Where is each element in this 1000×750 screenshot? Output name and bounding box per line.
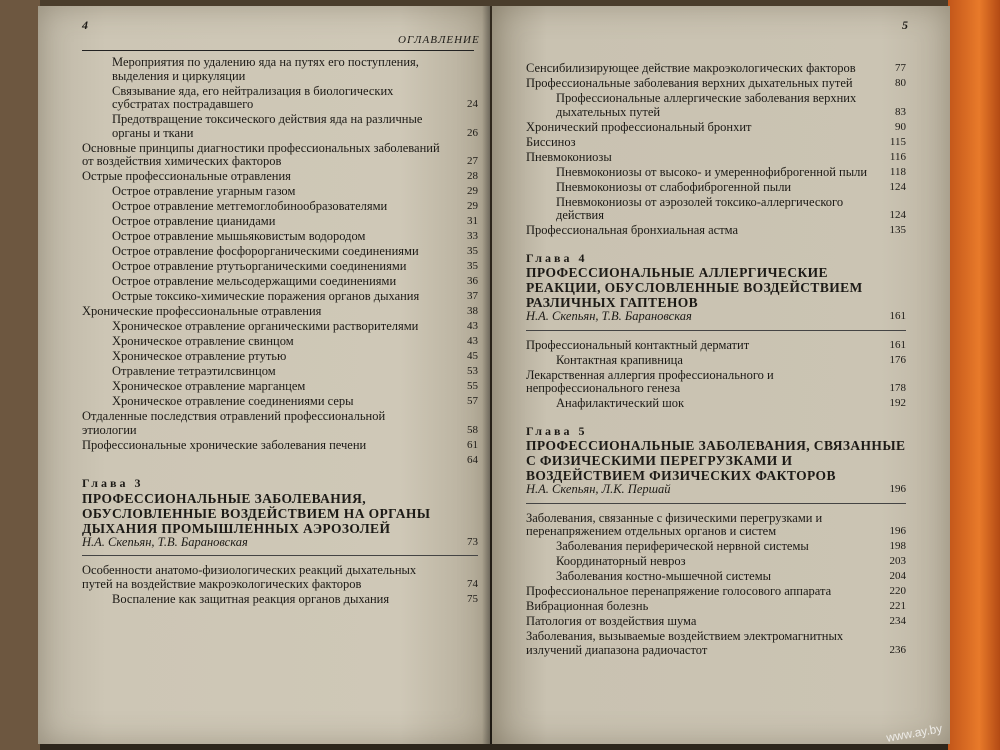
chapter-author-row — [526, 310, 906, 324]
toc-entry[interactable]: Основные принципы диагностики профессиональных заболеваний от воздействия химических факторов 27 — [82, 140, 478, 168]
left-page — [38, 6, 490, 744]
toc-entry[interactable]: Мероприятия по удалению яда на путях его поступления, выделения и циркуляции — [112, 55, 419, 83]
chapter-author: Н.А. Скепьян, Т.В. Барановская — [526, 309, 692, 323]
toc-entry[interactable]: Острые токсико-химические поражения органов дыхания 37 — [112, 289, 478, 303]
toc-entry[interactable]: Острое отравление угарным газом 29 — [112, 184, 478, 198]
chapter-title[interactable]: ПРОФЕССИОНАЛЬНЫЕ ЗАБОЛЕВАНИЯ, СВЯЗАННЫЕ С ФИЗИЧЕСКИМИ ПЕРЕГРУЗКАМИ И ВОЗДЕЙСТВИЕМ ФИЗИЧЕСКИХ ФАКТОРОВ — [526, 438, 906, 483]
chapter-label: Глава 4 — [526, 250, 588, 265]
chapter-separator — [82, 555, 478, 556]
toc-entry[interactable]: Хроническое отравление органическими растворителями 43 — [112, 319, 478, 333]
toc-entry[interactable]: Хронические профессиональные отравления 38 — [82, 304, 478, 318]
toc-entry[interactable]: Заболевания костно-мышечной системы 204 — [556, 569, 906, 583]
last-page-number: 64 — [467, 453, 478, 466]
toc-entry[interactable]: Пневмокониозы 116 — [526, 149, 906, 164]
chapter-separator — [526, 330, 906, 331]
toc-entry[interactable]: Патология от воздействия шума 234 — [526, 614, 906, 628]
left-toc — [82, 56, 478, 608]
toc-entry[interactable]: Пневмокониозы от высоко- и умереннофиброгенной пыли 118 — [556, 164, 906, 179]
toc-entry[interactable]: Профессиональные заболевания верхних дыхательных путей 80 — [526, 76, 906, 90]
toc-entry[interactable]: Связывание яда, его нейтрализация в биологических субстратах пострадавшего 24 — [112, 83, 478, 111]
toc-entry[interactable]: Острое отравление мышьяковистым водородом 33 — [112, 229, 478, 243]
toc-entry[interactable]: Заболевания периферической нервной системы 198 — [556, 539, 906, 553]
running-title: ОГЛАВЛЕНИЕ — [398, 34, 480, 46]
chapter-label: Глава 5 — [526, 423, 588, 438]
toc-entry[interactable]: Отдаленные последствия отравлений профессиональной этиологии 58 — [82, 409, 478, 437]
toc-entry[interactable]: Профессиональные аллергические заболевания верхних дыхательных путей 83 — [556, 91, 906, 119]
toc-entry[interactable]: Хроническое отравление ртутью 45 — [112, 349, 478, 363]
toc-entry[interactable]: Профессиональное перенапряжение голосового аппарата 220 — [526, 584, 906, 598]
toc-entry[interactable]: Заболевания, связанные с физическими перегрузками и перенапряжением отдельных органов и систем 196 — [526, 510, 906, 538]
toc-entry[interactable]: Воспаление как защитная реакция органов дыхания 75 — [112, 591, 478, 606]
watermark: www.ay.by — [884, 721, 943, 745]
toc-entry[interactable]: Сенсибилизирующее действие макроэкологических факторов 77 — [526, 61, 906, 75]
chapter-page: 196 — [889, 483, 906, 495]
toc-entry[interactable]: Вибрационная болезнь 221 — [526, 599, 906, 613]
toc-entry[interactable]: Хронический профессиональный бронхит 90 — [526, 119, 906, 134]
toc-entry[interactable]: Хроническое отравление свинцом 43 — [112, 334, 478, 348]
toc-entry[interactable]: Пневмокониозы от слабофиброгенной пыли 124 — [556, 179, 906, 194]
toc-entry — [82, 454, 478, 468]
toc-entry[interactable]: Заболевания, вызываемые воздействием электромагнитных излучений диапазона радиочастот 236 — [526, 629, 906, 657]
right-page — [492, 6, 950, 744]
toc-entry[interactable]: Координаторный невроз 203 — [556, 554, 906, 568]
book-cover-left — [0, 0, 40, 750]
toc-entry[interactable]: Особенности анатомо-физиологических реакций дыхательных путей на воздействие макроэкологических факторов 74 — [82, 563, 478, 591]
header-rule — [82, 50, 474, 51]
right-page-number: 5 — [902, 18, 908, 32]
chapter-author-row — [526, 483, 906, 497]
toc-entry[interactable]: Контактная крапивница 176 — [556, 352, 906, 367]
toc-entry[interactable]: Хроническое отравление соединениями серы 57 — [112, 394, 478, 408]
toc-entry[interactable]: Острые профессиональные отравления 28 — [82, 169, 478, 183]
toc-entry[interactable]: Профессиональные хронические заболевания печени 61 — [82, 437, 478, 452]
toc-entry[interactable]: Предотвращение токсического действия яда на различные органы и ткани 26 — [112, 112, 478, 140]
chapter-page: 161 — [889, 310, 906, 322]
toc-entry[interactable]: Острое отравление метгемоглобинообразователями 29 — [112, 199, 478, 213]
toc-entry[interactable]: Пневмокониозы от аэрозолей токсико-аллергического действия 124 — [556, 194, 906, 222]
chapter-separator — [526, 503, 906, 504]
toc-entry[interactable]: Профессиональный контактный дерматит 161 — [526, 337, 906, 352]
toc-entry[interactable]: Острое отравление мельсодержащими соединениями 36 — [112, 274, 478, 288]
chapter-author: Н.А. Скепьян, Л.К. Першай — [526, 482, 671, 496]
left-page-number: 4 — [82, 18, 88, 32]
right-toc — [526, 62, 906, 659]
toc-entry[interactable]: Анафилактический шок 192 — [556, 396, 906, 410]
chapter-page: 73 — [467, 535, 478, 548]
toc-entry[interactable]: Острое отравление цианидами 31 — [112, 214, 478, 228]
chapter-title[interactable]: ПРОФЕССИОНАЛЬНЫЕ АЛЛЕРГИЧЕСКИЕ РЕАКЦИИ, ОБУСЛОВЛЕННЫЕ ВОЗДЕЙСТВИЕМ РАЗЛИЧНЫХ ГАПТЕНОВ — [526, 265, 863, 310]
toc-entry[interactable]: Хроническое отравление марганцем 55 — [112, 379, 478, 393]
chapter-author: Н.А. Скепьян, Т.В. Барановская — [82, 534, 248, 549]
chapter-author-row — [82, 536, 478, 550]
toc-entry[interactable]: Профессиональная бронхиальная астма 135 — [526, 223, 906, 237]
chapter-title[interactable]: ПРОФЕССИОНАЛЬНЫЕ ЗАБОЛЕВАНИЯ, ОБУСЛОВЛЕННЫЕ ВОЗДЕЙСТВИЕМ НА ОРГАНЫ ДЫХАНИЯ ПРОМЫШЛЕННЫХ АЭРОЗОЛЕЙ — [82, 490, 431, 536]
chapter-label: Глава 3 — [82, 476, 144, 490]
book-cover-right — [948, 0, 1000, 750]
toc-entry[interactable]: Отравление тетраэтилсвинцом 53 — [112, 364, 478, 378]
toc-entry[interactable]: Лекарственная аллергия профессионального и непрофессионального генеза 178 — [526, 367, 906, 395]
toc-entry[interactable]: Острое отравление фосфорорганическими соединениями 35 — [112, 244, 478, 258]
toc-entry[interactable]: Биссиноз 115 — [526, 134, 906, 149]
toc-entry[interactable]: Острое отравление ртутьорганическими соединениями 35 — [112, 259, 478, 273]
